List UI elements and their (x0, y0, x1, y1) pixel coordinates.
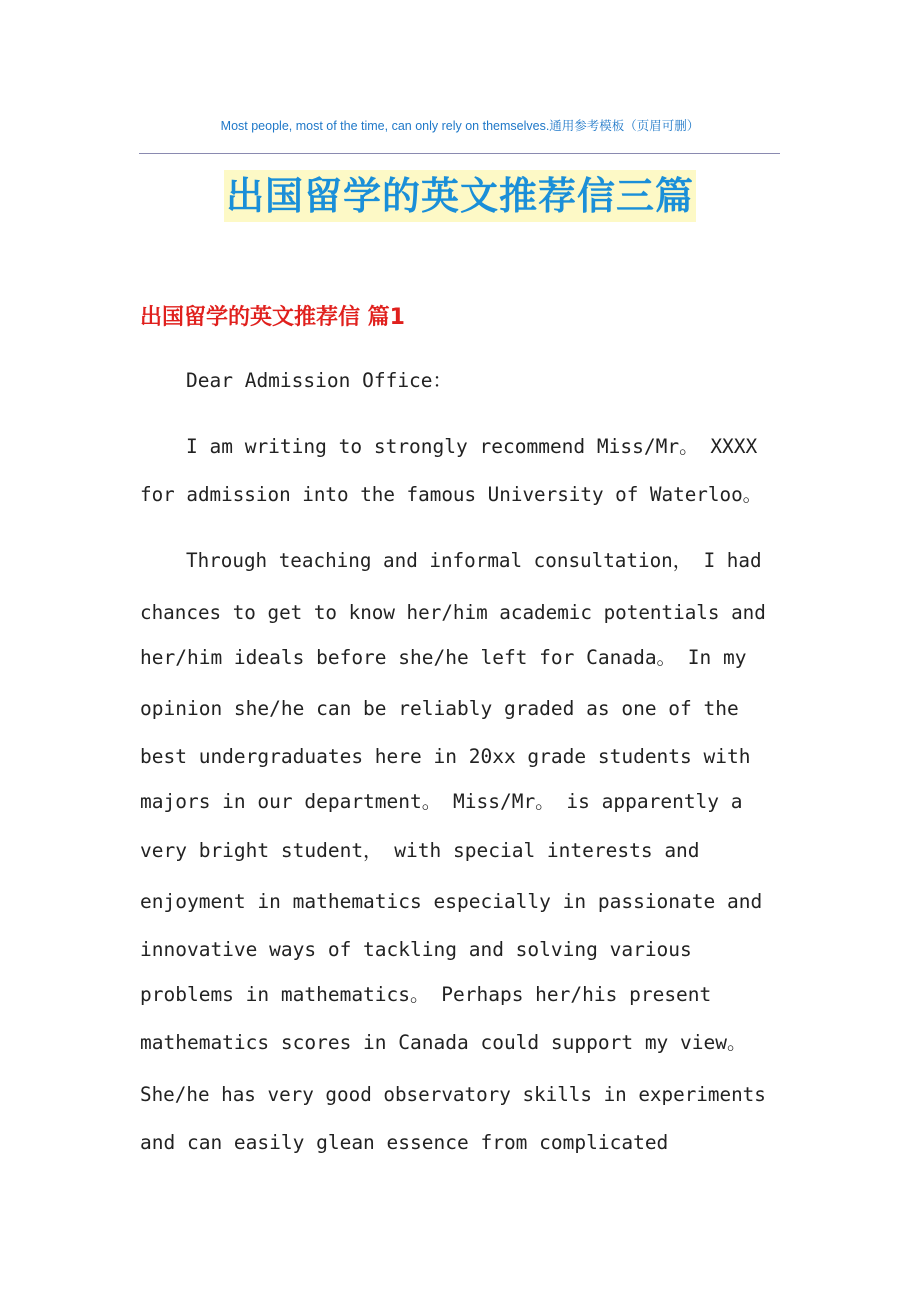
header-text: Most people, most of the time, can only rely on themselves.通用参考模板（页眉可删） (220, 119, 700, 133)
body-line: enjoyment in mathematics especially in passionate and (140, 890, 763, 913)
body-line: her/him ideals before she/he left for Canada。 In my (140, 646, 747, 669)
body-line: opinion she/he can be reliably graded as one of the (140, 697, 739, 720)
body-line: best undergraduates here in 20xx grade students with (140, 745, 751, 768)
body-line: for admission into the famous University of Waterloo。 (140, 483, 762, 506)
body-line: She/he has very good observatory skills in experiments (140, 1083, 766, 1106)
body-line: very bright student， with special interests and (140, 839, 700, 862)
salutation: Dear Admission Office： (186, 369, 453, 392)
section-heading: 出国留学的英文推荐信 篇1 (140, 305, 405, 330)
body-line: Through teaching and informal consultation， I had (186, 549, 762, 572)
body-line: mathematics scores in Canada could support my view。 (140, 1031, 747, 1054)
body-line: innovative ways of tackling and solving various (140, 938, 692, 961)
document-title (0, 170, 920, 222)
header-divider (139, 153, 780, 154)
document-title-text: 出国留学的英文推荐信三篇 (224, 170, 696, 222)
body-line: majors in our department。 Miss/Mr。 is apparently a (140, 790, 743, 813)
body-line: chances to get to know her/him academic potentials and (140, 601, 766, 624)
body-line: problems in mathematics。 Perhaps her/his present (140, 983, 712, 1006)
body-line: I am writing to strongly recommend Miss/Mr。 XXXX (186, 435, 758, 458)
body-line: and can easily glean essence from complicated (140, 1131, 669, 1154)
